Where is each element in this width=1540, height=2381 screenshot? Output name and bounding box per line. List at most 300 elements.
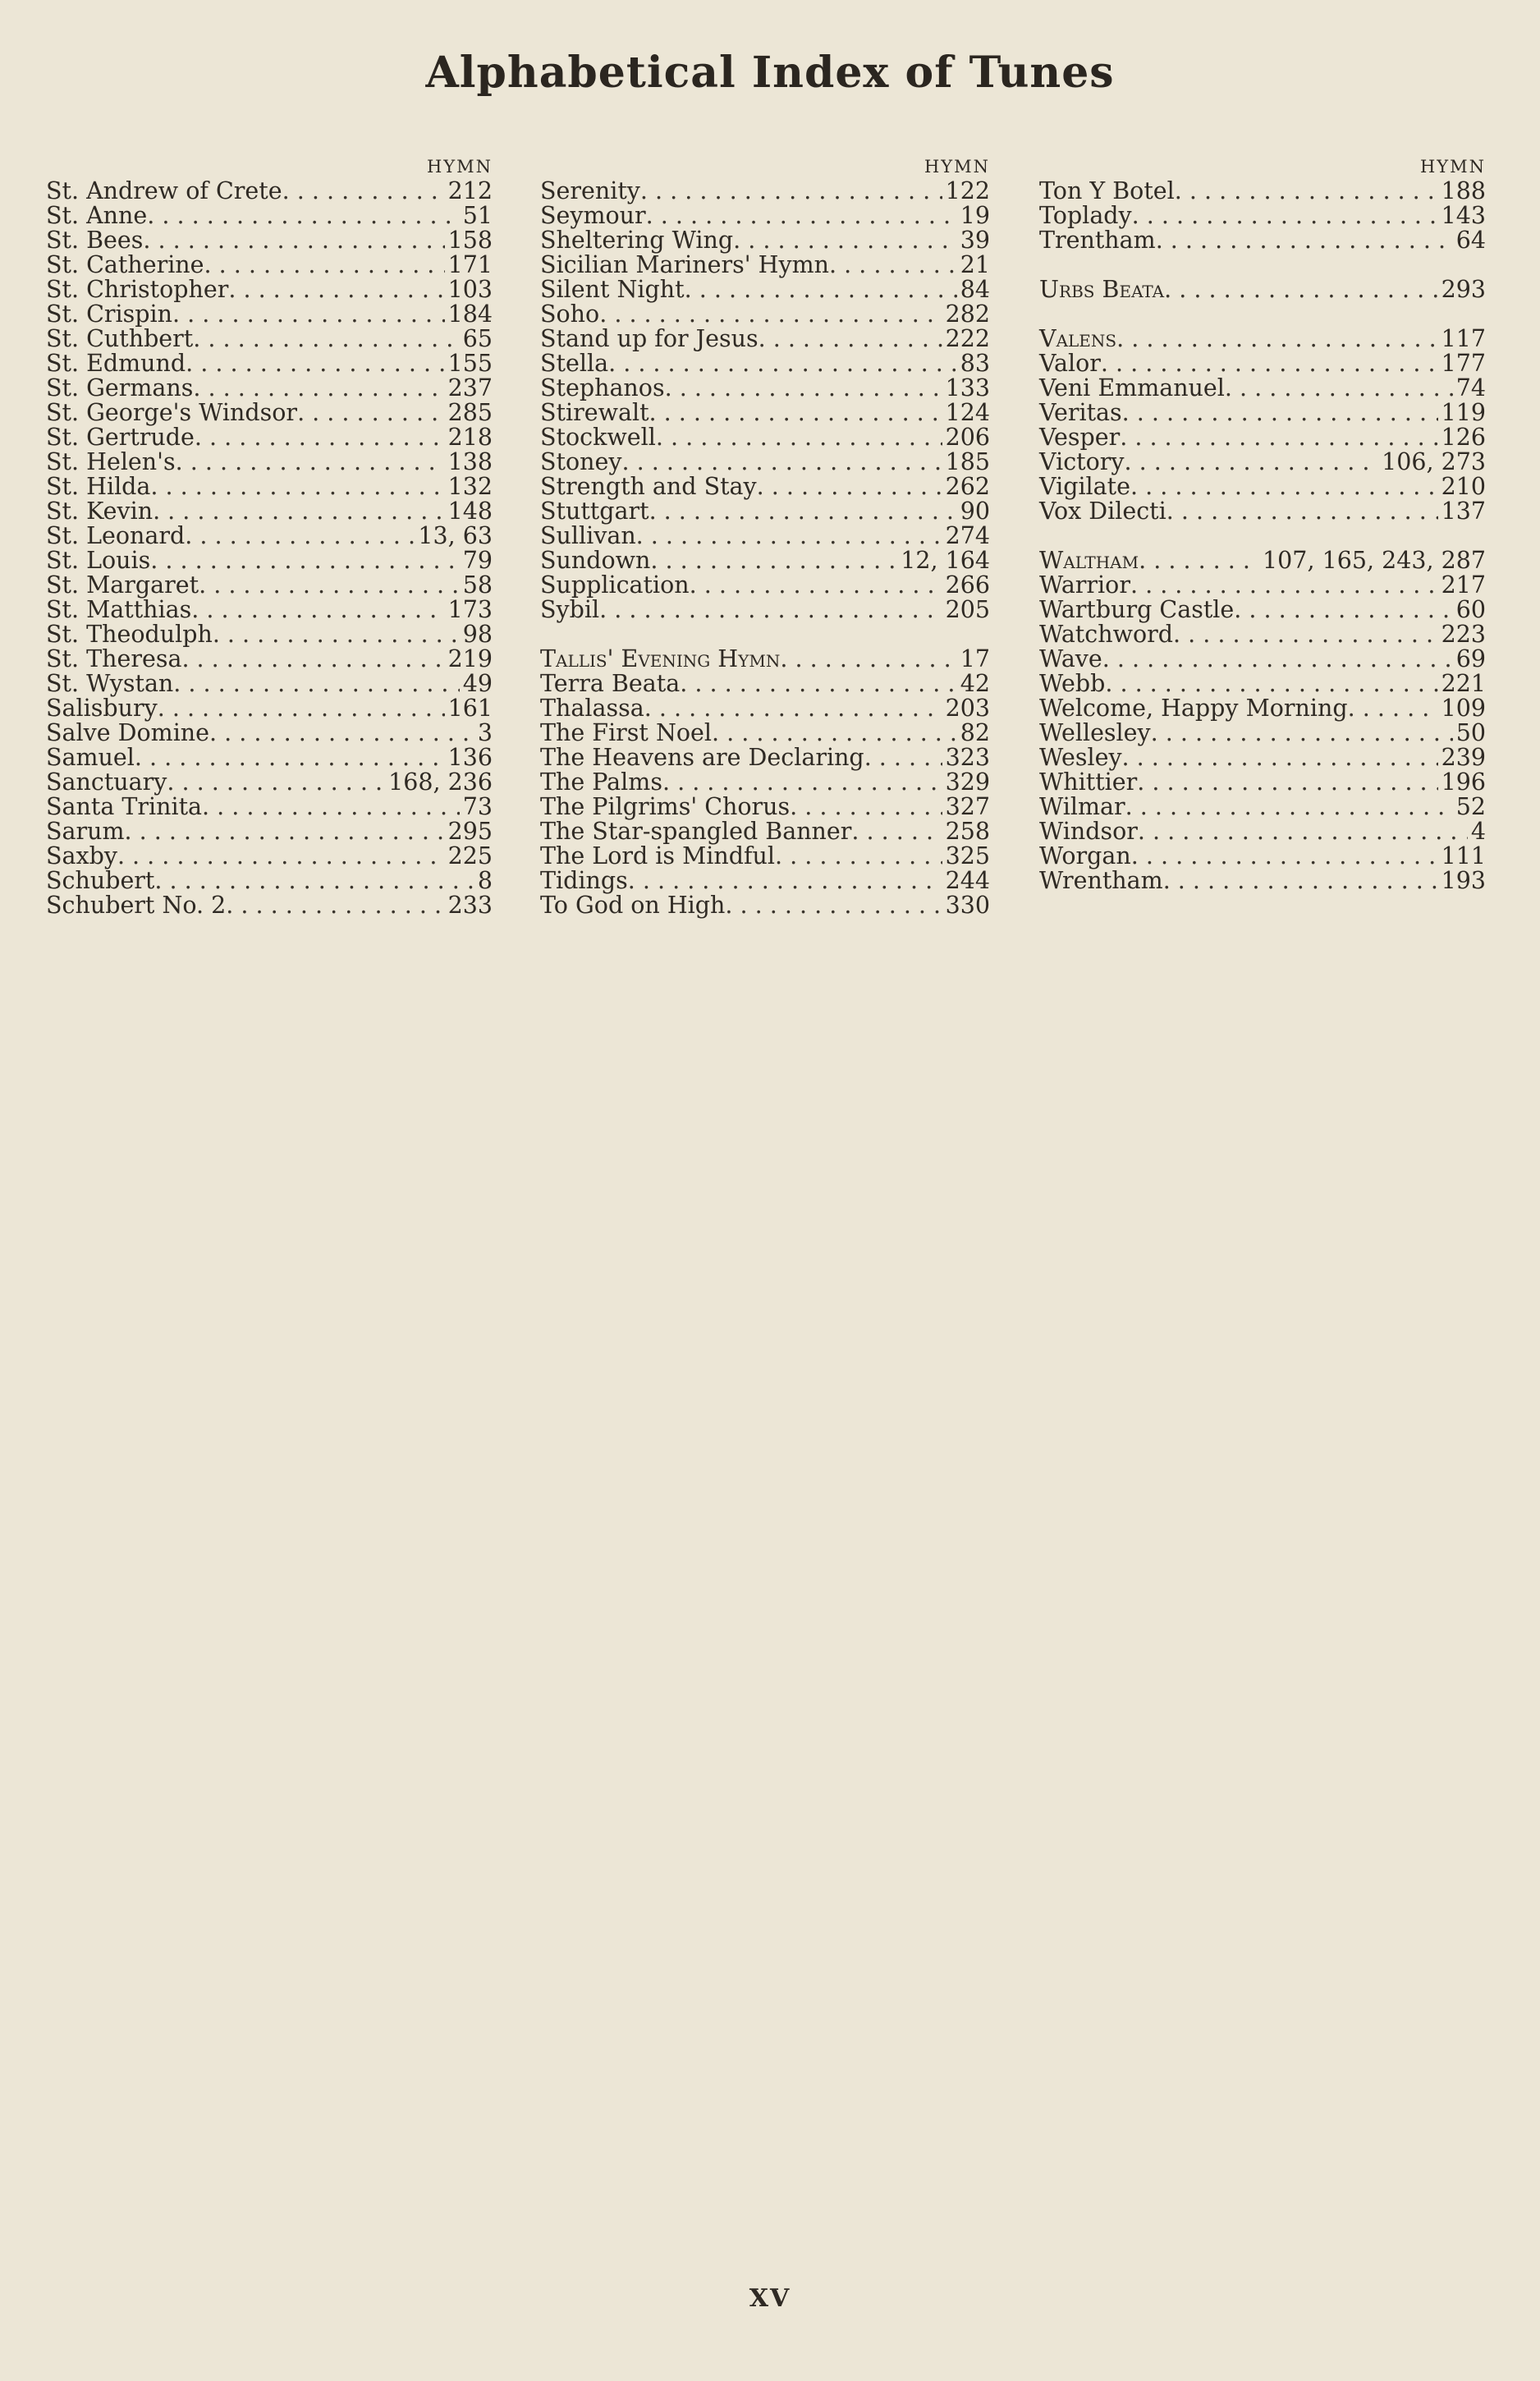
dot-leader (185, 524, 415, 548)
tune-name: Ton Y Botel (1039, 177, 1175, 204)
hymn-number: 79 (462, 547, 493, 574)
tune-name: Schubert No. 2 (46, 892, 227, 919)
hymn-number: 185 (945, 448, 990, 475)
index-entry (46, 672, 493, 696)
index-entry (1039, 573, 1486, 598)
hymn-number: 161 (447, 695, 493, 722)
tune-name: Stephanos (540, 374, 665, 401)
tune-name: The First Noel (540, 719, 713, 746)
hymn-number: 239 (1441, 744, 1486, 771)
dot-leader (621, 450, 942, 475)
tune-name: St. Hilda (46, 473, 151, 500)
index-entry (1039, 721, 1486, 745)
hymn-number: 225 (447, 842, 493, 869)
tune-name: The Lord is Mindful (540, 842, 776, 869)
index-entry (1039, 278, 1486, 302)
dot-leader (1164, 278, 1437, 302)
hymn-number: 206 (945, 424, 990, 451)
index-entry (1039, 598, 1486, 622)
hymn-number: 52 (1455, 793, 1486, 820)
tune-name: Saxby (46, 842, 117, 869)
index-entry (1039, 696, 1486, 721)
index-entry (540, 475, 990, 499)
dot-leader (829, 253, 957, 278)
index-entry (46, 179, 493, 204)
hymn-number: 262 (945, 473, 990, 500)
dot-leader (191, 598, 444, 622)
hymn-number: 50 (1455, 719, 1486, 746)
index-entry (1039, 672, 1486, 696)
tune-name: Warrior (1039, 571, 1130, 599)
page-title: Alphabetical Index of Tunes (425, 48, 1115, 98)
index-entry (46, 573, 493, 598)
hymn-number: 205 (945, 596, 990, 623)
dot-leader (644, 696, 942, 721)
hymn-number: 158 (447, 227, 493, 254)
tune-name: Toplady (1039, 202, 1132, 229)
tune-name: Valor (1039, 350, 1101, 377)
tune-name: Tallis' Evening Hymn (540, 645, 781, 672)
dot-leader (775, 844, 942, 869)
tune-name: Thalassa (540, 695, 644, 722)
index-entry (1039, 548, 1486, 573)
tune-name: Watchword (1039, 621, 1173, 648)
index-entry (46, 302, 493, 327)
dot-leader (173, 672, 459, 696)
dot-leader (1225, 376, 1453, 401)
tune-name: Vox Dilecti (1039, 498, 1166, 525)
index-entry (46, 844, 493, 869)
hymn-number: 82 (960, 719, 990, 746)
tune-name: St. Louis (46, 547, 151, 574)
index-entry (540, 351, 990, 376)
dot-leader (1166, 499, 1438, 524)
dot-leader (209, 721, 474, 745)
hymn-number: 17 (960, 645, 990, 672)
tune-name: Stockwell (540, 424, 656, 451)
hymn-number: 103 (447, 276, 493, 303)
hymn-number: 98 (462, 621, 493, 648)
tune-name: Stuttgart (540, 498, 649, 525)
index-entry (1039, 204, 1486, 228)
dot-leader (117, 844, 445, 869)
index-entry (46, 278, 493, 302)
dot-leader (147, 204, 459, 228)
hymn-number: 117 (1441, 325, 1486, 352)
tune-name: Welcome, Happy Morning (1039, 695, 1348, 722)
tune-name: Santa Trinita (46, 793, 203, 820)
index-entry (46, 647, 493, 672)
hymn-number: 12, 164 (901, 547, 990, 574)
entry-list (540, 179, 990, 918)
index-entry (540, 696, 990, 721)
letter-group-gap (1039, 524, 1486, 548)
tune-name: Webb (1039, 670, 1106, 697)
hymn-number: 210 (1441, 473, 1486, 500)
index-entry (46, 819, 493, 844)
hymn-number: 136 (447, 744, 493, 771)
tune-name: St. Cuthbert (46, 325, 194, 352)
hymn-number: 329 (945, 768, 990, 796)
index-entry (540, 795, 990, 819)
dot-leader (757, 475, 942, 499)
index-entry (46, 475, 493, 499)
tune-name: Stand up for Jesus (540, 325, 759, 352)
dot-leader (199, 573, 460, 598)
index-entry (540, 450, 990, 475)
dot-leader (680, 672, 957, 696)
hymn-number: 73 (462, 793, 493, 820)
hymn-number: 223 (1441, 621, 1486, 648)
dot-leader (690, 573, 942, 598)
tune-name: Trentham (1039, 227, 1156, 254)
hymn-number: 325 (945, 842, 990, 869)
tune-name: Veritas (1039, 399, 1122, 426)
tune-name: Sheltering Wing (540, 227, 734, 254)
dot-leader (1122, 401, 1438, 425)
dot-leader (790, 795, 942, 819)
index-entry (1039, 499, 1486, 524)
index-entry (540, 401, 990, 425)
hymn-number: 39 (960, 227, 990, 254)
index-entry (1039, 647, 1486, 672)
dot-leader (1175, 179, 1438, 204)
index-column-3 (1039, 154, 1486, 893)
dot-leader (649, 499, 957, 524)
dot-leader (1173, 622, 1438, 647)
index-entry (1039, 844, 1486, 869)
tune-name: Sarum (46, 818, 125, 845)
letter-group-gap (1039, 302, 1486, 327)
dot-leader (649, 401, 942, 425)
index-entry (46, 351, 493, 376)
hymn-number: 119 (1441, 399, 1486, 426)
hymn-number: 42 (960, 670, 990, 697)
dot-leader (153, 499, 445, 524)
dot-leader (656, 425, 942, 450)
dot-leader (154, 869, 474, 893)
dot-leader (733, 228, 957, 253)
hymn-number: 74 (1455, 374, 1486, 401)
index-entry (540, 548, 990, 573)
hymn-number: 148 (447, 498, 493, 525)
hymn-number: 19 (960, 202, 990, 229)
tune-name: Wrentham (1039, 867, 1163, 894)
hymn-number: 8 (477, 867, 493, 894)
tune-name: Terra Beata (540, 670, 681, 697)
tune-name: Windsor (1039, 818, 1138, 845)
tune-name: St. Crispin (46, 300, 172, 328)
tune-name: St. Anne (46, 202, 148, 229)
tune-name: Wartburg Castle (1039, 596, 1235, 623)
dot-leader (1139, 548, 1259, 573)
tune-name: Sullivan (540, 522, 636, 549)
dot-leader (1132, 204, 1438, 228)
hymn-number: 274 (945, 522, 990, 549)
tune-name: St. Kevin (46, 498, 154, 525)
dot-leader (650, 548, 897, 573)
dot-leader (193, 327, 459, 351)
tune-name: St. Theodulph (46, 621, 213, 648)
hymn-number: 212 (447, 177, 493, 204)
hymn-number: 193 (1441, 867, 1486, 894)
dot-leader (186, 351, 444, 376)
tune-name: To God on High (540, 892, 726, 919)
index-entry (540, 745, 990, 770)
dot-leader (1130, 573, 1438, 598)
dot-leader (636, 524, 942, 548)
hymn-number: 295 (447, 818, 493, 845)
hymn-number: 106, 273 (1382, 448, 1486, 475)
tune-name: Wave (1039, 645, 1102, 672)
letter-group-gap (1039, 253, 1486, 278)
index-entry (46, 893, 493, 918)
hymn-number: 60 (1455, 596, 1486, 623)
index-entry (46, 745, 493, 770)
dot-leader (646, 204, 957, 228)
column-header: HYMN (1419, 157, 1486, 177)
tune-name: Schubert (46, 867, 155, 894)
index-entry (46, 869, 493, 893)
column-header: HYMN (924, 157, 990, 177)
tune-name: Worgan (1039, 842, 1131, 869)
dot-leader (1125, 450, 1379, 475)
hymn-number: 107, 165, 243, 287 (1263, 547, 1486, 574)
index-entry (540, 253, 990, 278)
hymn-number: 196 (1441, 768, 1486, 796)
tune-name: St. Germans (46, 374, 194, 401)
tune-name: Vesper (1039, 424, 1121, 451)
hymn-number: 173 (447, 596, 493, 623)
index-entry (46, 524, 493, 548)
dot-leader (176, 450, 445, 475)
index-entry (1039, 179, 1486, 204)
hymn-number: 138 (447, 448, 493, 475)
hymn-number: 143 (1441, 202, 1486, 229)
dot-leader (125, 819, 445, 844)
index-entry (1039, 770, 1486, 795)
hymn-number: 4 (1470, 818, 1486, 845)
index-entry (540, 228, 990, 253)
tune-name: Tidings (540, 867, 628, 894)
tune-name: St. George's Windsor (46, 399, 298, 426)
tune-name: St. Andrew of Crete (46, 177, 282, 204)
hymn-number: 126 (1441, 424, 1486, 451)
tune-name: Silent Night (540, 276, 685, 303)
hymn-number: 218 (447, 424, 493, 451)
dot-leader (1120, 425, 1437, 450)
hymn-number: 155 (447, 350, 493, 377)
hymn-number: 327 (945, 793, 990, 820)
dot-leader (780, 647, 956, 672)
index-entry (1039, 795, 1486, 819)
dot-leader (1156, 228, 1453, 253)
hymn-number: 330 (945, 892, 990, 919)
index-entry (46, 376, 493, 401)
dot-leader (725, 893, 942, 918)
dot-leader (1122, 745, 1438, 770)
tune-name: The Heavens are Declaring (540, 744, 864, 771)
index-entry (540, 376, 990, 401)
entry-list (46, 179, 493, 918)
tune-name: Wesley (1039, 744, 1122, 771)
dot-leader (193, 376, 444, 401)
hymn-number: 64 (1455, 227, 1486, 254)
index-entry (46, 548, 493, 573)
index-entry (540, 278, 990, 302)
index-entry (1039, 228, 1486, 253)
index-entry (46, 228, 493, 253)
dot-leader (712, 721, 957, 745)
dot-leader (864, 745, 942, 770)
dot-leader (1102, 647, 1453, 672)
hymn-number: 137 (1441, 498, 1486, 525)
index-entry (540, 844, 990, 869)
hymn-number: 258 (945, 818, 990, 845)
index-entry (1039, 401, 1486, 425)
dot-leader (608, 351, 957, 376)
dot-leader (150, 475, 444, 499)
dot-leader (228, 278, 444, 302)
tune-name: Sicilian Mariners' Hymn (540, 251, 829, 278)
tune-name: Soho (540, 300, 600, 328)
tune-name: Wilmar (1039, 793, 1125, 820)
index-entry (46, 696, 493, 721)
tune-name: Samuel (46, 744, 135, 771)
dot-leader (1101, 351, 1438, 376)
hymn-number: 168, 236 (388, 768, 493, 796)
hymn-number: 90 (960, 498, 990, 525)
index-entry (1039, 745, 1486, 770)
dot-leader (1234, 598, 1452, 622)
index-entry (1039, 869, 1486, 893)
dot-leader (685, 278, 957, 302)
index-entry (46, 253, 493, 278)
dot-leader (202, 795, 460, 819)
tune-name: Victory (1039, 448, 1125, 475)
index-entry (540, 647, 990, 672)
hymn-number: 111 (1441, 842, 1486, 869)
index-entry (540, 524, 990, 548)
dot-leader (167, 770, 385, 795)
tune-name: Wellesley (1039, 719, 1151, 746)
index-column-1 (46, 154, 493, 918)
dot-leader (1116, 327, 1437, 351)
dot-leader (150, 548, 459, 573)
dot-leader (172, 302, 445, 327)
tune-name: Salve Domine (46, 719, 210, 746)
dot-leader (135, 745, 445, 770)
dot-leader (226, 893, 444, 918)
hymn-number: 188 (1441, 177, 1486, 204)
index-entry (540, 327, 990, 351)
hymn-number: 203 (945, 695, 990, 722)
hymn-number: 49 (462, 670, 493, 697)
index-entry (540, 819, 990, 844)
column-header: HYMN (426, 157, 493, 177)
letter-group-gap (540, 622, 990, 647)
index-entry (46, 327, 493, 351)
dot-leader (181, 647, 444, 672)
page-number: XV (749, 2284, 791, 2313)
index-entry (46, 622, 493, 647)
hymn-number: 171 (447, 251, 493, 278)
hymn-number: 133 (945, 374, 990, 401)
dot-leader (204, 253, 445, 278)
tune-name: Valens (1039, 325, 1117, 352)
tune-name: St. Gertrude (46, 424, 195, 451)
index-entry (1039, 425, 1486, 450)
hymn-number: 13, 63 (418, 522, 493, 549)
index-entry (46, 204, 493, 228)
tune-name: Stella (540, 350, 609, 377)
tune-name: Waltham (1039, 547, 1139, 574)
tune-name: Salisbury (46, 695, 158, 722)
tune-name: St. Edmund (46, 350, 186, 377)
hymn-number: 84 (960, 276, 990, 303)
dot-leader (759, 327, 942, 351)
index-entry (540, 302, 990, 327)
index-entry (46, 499, 493, 524)
hymn-number: 58 (462, 571, 493, 599)
tune-name: Veni Emmanuel (1039, 374, 1225, 401)
tune-name: The Palms (540, 768, 662, 796)
dot-leader (1151, 721, 1453, 745)
dot-leader (297, 401, 445, 425)
tune-name: Stirewalt (540, 399, 649, 426)
tune-name: Vigilate (1039, 473, 1130, 500)
dot-leader (599, 302, 942, 327)
tune-name: Whittier (1039, 768, 1138, 796)
hymn-number: 184 (447, 300, 493, 328)
dot-leader (1105, 672, 1437, 696)
dot-leader (1348, 696, 1438, 721)
dot-leader (1125, 795, 1453, 819)
tune-name: St. Leonard (46, 522, 186, 549)
tune-name: St. Catherine (46, 251, 204, 278)
dot-leader (628, 869, 942, 893)
hymn-number: 237 (447, 374, 493, 401)
tune-name: Urbs Beata (1039, 276, 1165, 303)
dot-leader (282, 179, 445, 204)
hymn-number: 219 (447, 645, 493, 672)
tune-name: Supplication (540, 571, 690, 599)
hymn-number: 21 (960, 251, 990, 278)
dot-leader (1131, 844, 1438, 869)
tune-name: St. Helen's (46, 448, 176, 475)
index-entry (46, 795, 493, 819)
hymn-number: 122 (945, 177, 990, 204)
dot-leader (665, 376, 942, 401)
hymn-number: 65 (462, 325, 493, 352)
tune-name: St. Bees (46, 227, 144, 254)
index-entry (1039, 622, 1486, 647)
hymn-number: 83 (960, 350, 990, 377)
index-entry (46, 721, 493, 745)
tune-name: Seymour (540, 202, 646, 229)
tune-name: St. Matthias (46, 596, 192, 623)
index-entry (540, 672, 990, 696)
tune-name: Serenity (540, 177, 640, 204)
tune-name: Sundown (540, 547, 651, 574)
index-entry (540, 425, 990, 450)
tune-name: Sanctuary (46, 768, 167, 796)
index-entry (1039, 351, 1486, 376)
tune-name: St. Margaret (46, 571, 199, 599)
tune-name: The Pilgrims' Chorus (540, 793, 791, 820)
dot-leader (1130, 475, 1438, 499)
tune-name: St. Christopher (46, 276, 229, 303)
